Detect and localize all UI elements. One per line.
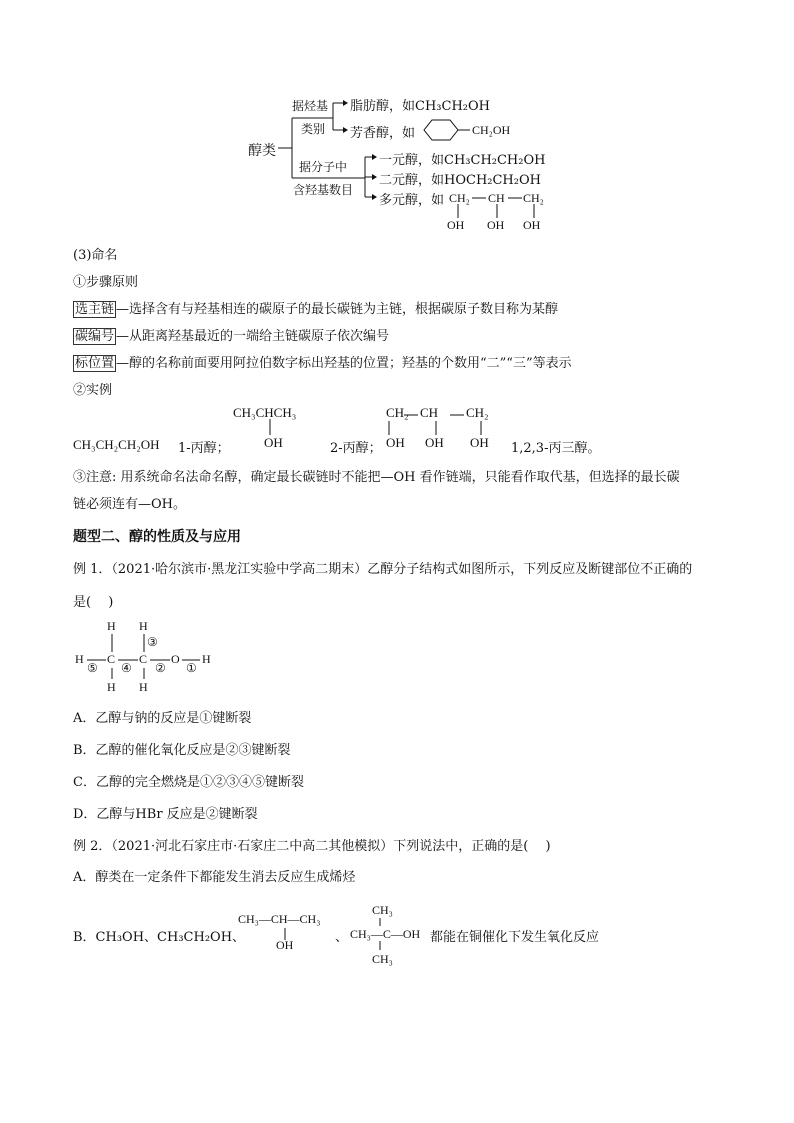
ex3-c2: CH	[420, 405, 439, 420]
option-b-suffix: 都能在铜催化下发生氧化反应	[430, 930, 600, 945]
note-line-2: 链必须连有—OH。	[73, 497, 186, 512]
ex2-top: CH₃CHCH₃	[233, 405, 297, 420]
naming-title: (3)命名	[73, 248, 118, 263]
section-title: 题型二、醇的性质及与应用	[73, 529, 241, 545]
poly-c1: CH₂	[449, 191, 470, 205]
option-b-f1-top: CH₃—CH—CH₃	[238, 912, 321, 926]
option-b-f2-top: CH₃	[372, 903, 393, 917]
polyhydric-alcohol: 多元醇，如	[379, 193, 445, 208]
ex3-oh3: OH	[470, 435, 489, 450]
rule-key: 选主链	[75, 302, 115, 317]
poly-oh3: OH	[523, 218, 541, 232]
poly-c2: CH	[488, 191, 505, 205]
rule-1	[73, 298, 558, 317]
ex3-c1: CH₂	[386, 405, 409, 420]
ex1-option-b: B．乙醇的催化氧化反应是②③键断裂	[73, 743, 291, 758]
ex2-oh: OH	[264, 435, 283, 450]
bond-label-5: ⑤	[87, 661, 98, 675]
bond-label-1: ①	[186, 661, 197, 675]
bond-label-2: ②	[155, 661, 166, 675]
rule-2	[73, 325, 389, 344]
aromatic-alcohol: 芳香醇，如	[350, 126, 416, 141]
ex3-c3: CH₂	[466, 405, 489, 420]
note-line-1: ③注意: 用系统命名法命名醇，确定最长碳链时不能把—OH 看作链端，只能看作取代基，但选择的最长碳	[73, 470, 680, 485]
option-b-f1-oh: OH	[276, 938, 294, 952]
atom-h: H	[139, 619, 148, 633]
atom-o: O	[171, 652, 180, 666]
tree-root: 醇类	[248, 143, 276, 159]
ex2-stem: 例 2．（2021·河北石家庄市·石家庄二中高二其他模拟）下列说法中，正确的是( )	[73, 839, 551, 854]
ex1-formula: CH₃CH₂CH₂OH	[73, 437, 160, 452]
option-b-sep: 、	[335, 930, 349, 945]
branch2-label-2: 含羟基数目	[293, 183, 354, 197]
ex1-option-d: D．乙醇与HBr 反应是②键断裂	[73, 807, 258, 822]
option-b-f2-bot: CH₃	[372, 952, 393, 966]
ex1-name: 1-丙醇；	[178, 441, 230, 456]
aromatic-suffix: CH₂OH	[472, 123, 511, 137]
rule-key: 标位置	[75, 356, 115, 371]
examples-title: ②实例	[73, 383, 113, 398]
rule-text: —醇的名称前面要用阿拉伯数字标出羟基的位置；羟基的个数用“二”“三”等表示	[116, 356, 572, 371]
rule-3	[73, 352, 572, 371]
ex2-option-a: A．醇类在一定条件下都能发生消去反应生成烯烃	[73, 870, 356, 885]
rule-key: 碳编号	[75, 329, 115, 344]
monohydric-alcohol: 一元醇，如CH₃CH₂CH₂OH	[379, 153, 546, 168]
atom-h: H	[202, 652, 211, 666]
option-b-f2-mid: CH₃—C—OH	[350, 927, 421, 941]
dihydric-alcohol: 二元醇，如HOCH₂CH₂OH	[379, 173, 541, 188]
atom-h: H	[139, 680, 148, 694]
branch1-label-2: 类别	[301, 122, 326, 136]
bond-label-4: ④	[121, 661, 132, 675]
option-b-prefix: B．CH₃OH、CH₃CH₂OH、	[73, 930, 246, 945]
poly-c3: CH₂	[523, 191, 544, 205]
ex1-option-a: A．乙醇与钠的反应是①键断裂	[73, 711, 252, 726]
ex3-name: 1,2,3-丙三醇。	[511, 441, 601, 456]
ex1-stem-1: 例 1．（2021·哈尔滨市·黑龙江实验中学高二期末）乙醇分子结构式如图所示，下列反应及断键部位不正确的	[73, 562, 693, 577]
atom-h: H	[107, 619, 116, 633]
atom-h: H	[75, 652, 84, 666]
ex3-oh1: OH	[386, 435, 405, 450]
rule-text: —选择含有与羟基相连的碳原子的最长碳链为主链，根据碳原子数目称为某醇	[116, 302, 559, 317]
atom-c: C	[139, 652, 148, 666]
ex3-oh2: OH	[425, 435, 444, 450]
rule-text: —从距离羟基最近的一端给主链碳原子依次编号	[116, 329, 390, 344]
poly-oh2: OH	[487, 218, 505, 232]
rules-title: ①步骤原则	[73, 275, 139, 290]
atom-h: H	[107, 680, 116, 694]
branch2-label-1: 据分子中	[299, 160, 348, 174]
ex2-name: 2-丙醇；	[330, 441, 382, 456]
ex1-stem-2: 是( )	[73, 595, 114, 610]
ex1-option-c: C．乙醇的完全燃烧是①②③④⑤键断裂	[73, 775, 304, 790]
bond-label-3: ③	[147, 635, 158, 649]
atom-c: C	[107, 652, 116, 666]
branch1-label-1: 据烃基	[292, 99, 329, 113]
fatty-alcohol: 脂肪醇，如CH₃CH₂OH	[350, 99, 490, 114]
poly-oh1: OH	[447, 218, 465, 232]
